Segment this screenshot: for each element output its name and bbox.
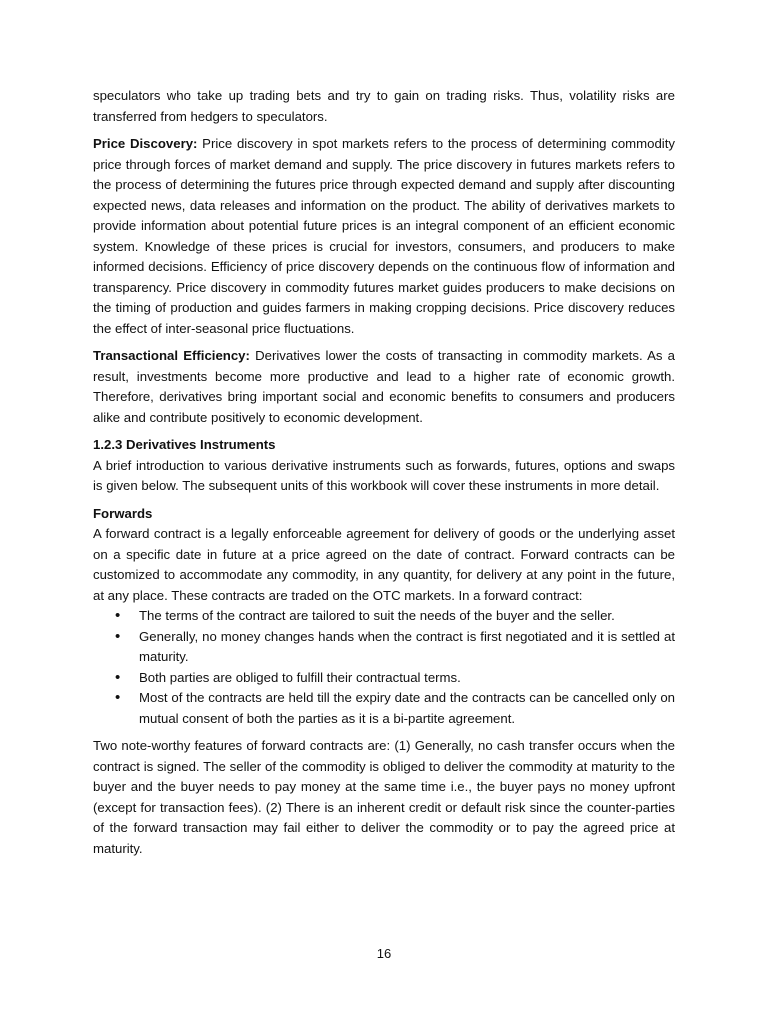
forwards-intro: A forward contract is a legally enforceable agreement for delivery of goods or the underlying asset on a specific date in future at a price agreed on the date of contract. Forward contracts can be customized to accommodate any commodity, in any quantity, for delivery at any point in the future, at any place. These contracts are traded on the OTC markets. In a forward contract: — [93, 526, 675, 603]
list-item: • Generally, no money changes hands when the contract is first negotiated and it is settled at maturity. — [93, 627, 675, 668]
transactional-efficiency-paragraph — [93, 346, 675, 428]
document-page — [93, 86, 675, 866]
forwards-closing-paragraph: Two note-worthy features of forward contracts are: (1) Generally, no cash transfer occurs when the contract is signed. The seller of the commodity is obliged to deliver the commodity at maturity to the buyer and the buyer needs to pay money at the same time i.e., the buyer pays no money upfront (except for transaction fees). (2) There is an inherent credit or default risk since the counter-parties of the forward transaction may fail either to deliver the commodity or to pay the agreed price at maturity. — [93, 738, 675, 856]
forwards-heading: Forwards — [93, 505, 153, 521]
price-discovery-text: Price discovery in spot markets refers to the process of determining commodity price through forces of market demand and supply. The price discovery in futures markets refers to the process of determining the futures price through expected demand and supply after discounting expected news, data releases and information on the product. The ability of derivatives markets to provide information about potential future prices is an integral component of an efficient economic system. Knowledge of these prices is crucial for investors, consumers, and producers to make informed decisions. Efficiency of price discovery depends on the continuous flow of information and transparency. Price discovery in commodity futures market guides producers to make decisions on the timing of production and guides farmers in making cropping decisions. Price discovery reduces the effect of inter-seasonal price fluctuations. — [93, 136, 675, 336]
price-discovery-paragraph — [93, 134, 675, 339]
list-item: • Most of the contracts are held till the expiry date and the contracts can be cancelled only on mutual consent of both the parties as it is a bi-partite agreement. — [93, 688, 675, 729]
list-item: • Both parties are obliged to fulfill their contractual terms. — [93, 668, 675, 689]
forwards-bullet-list — [93, 606, 675, 729]
price-discovery-label: Price Discovery: — [93, 136, 198, 151]
page-number: 16 — [376, 946, 392, 961]
intro-paragraph: speculators who take up trading bets and try to gain on trading risks. Thus, volatility risks are transferred from hedgers to speculators. — [93, 88, 675, 124]
transactional-efficiency-text: Derivatives lower the costs of transacting in commodity markets. As a result, investments become more productive and lead to a higher rate of economic growth. Therefore, derivatives bring important social and economic benefits to consumers and producers alike and contribute positively to economic development. — [93, 348, 675, 425]
transactional-efficiency-label: Transactional Efficiency: — [93, 348, 250, 363]
section-intro: A brief introduction to various derivative instruments such as forwards, futures, options and swaps is given below. The subsequent units of this workbook will cover these instruments in more detail. — [93, 457, 675, 493]
section-heading: 1.2.3 Derivatives Instruments — [93, 437, 276, 452]
list-item: • The terms of the contract are tailored to suit the needs of the buyer and the seller. — [93, 606, 675, 627]
